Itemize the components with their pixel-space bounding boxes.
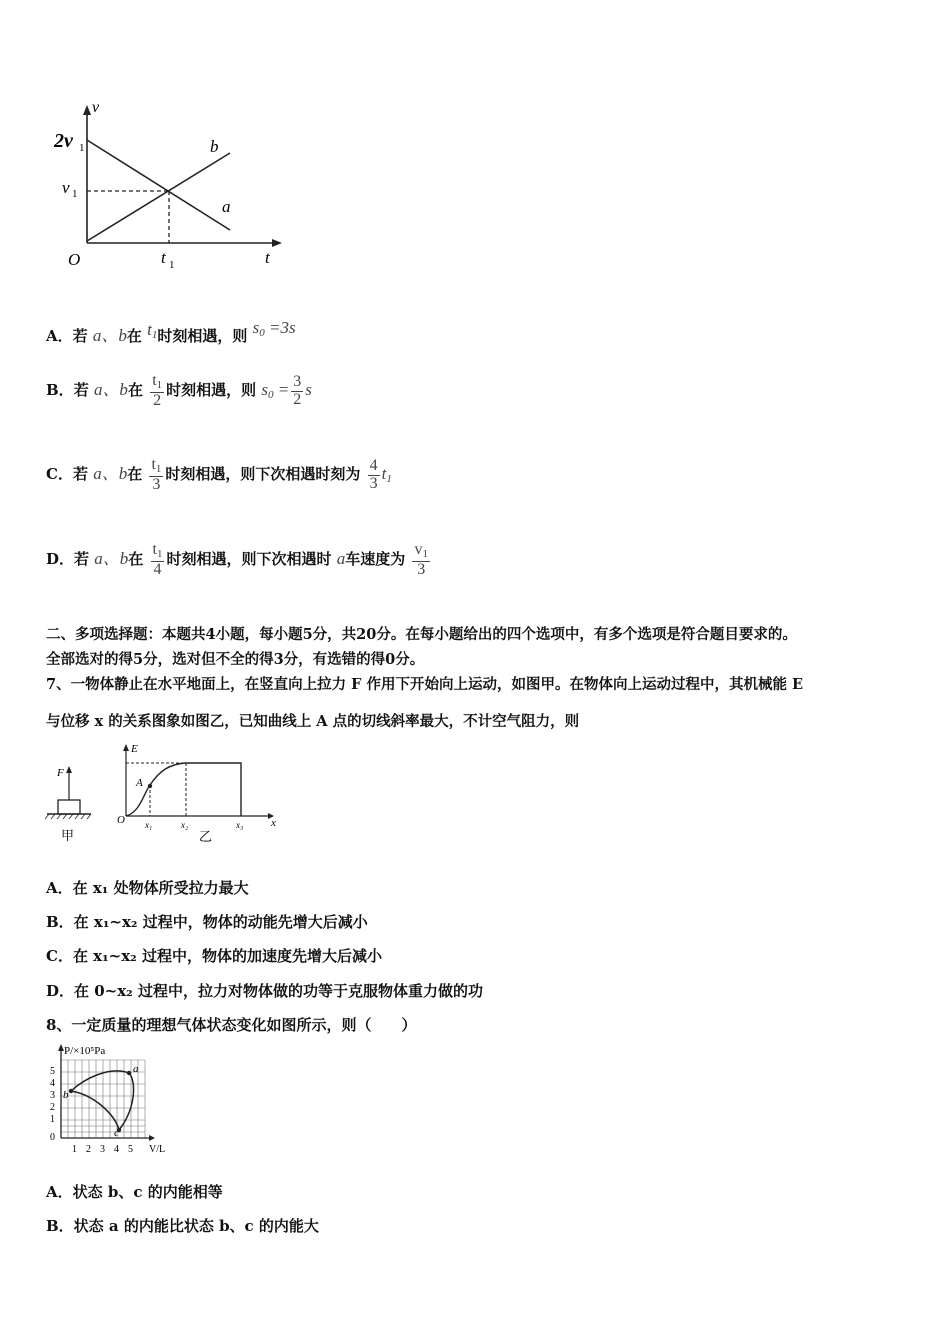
svg-text:乙: 乙	[199, 829, 213, 844]
energy-curve	[126, 763, 241, 816]
option-6b: B．若 a、b在 $\frac{t_1}{2}$ 时刻相遇，则 $s_0$ = $\frac{3}{2}$ s	[46, 372, 312, 409]
section2-line2: 全部选对的得5分，选对但不全的得3分，有选错的得0分。	[46, 651, 425, 668]
q7-option-a: A．在 x₁ 处物体所受拉力最大	[46, 879, 249, 897]
q8-pv-figure	[45, 1040, 175, 1160]
svg-text:5: 5	[50, 1066, 55, 1077]
q7-stem-line1: 7、一物体静止在水平地面上，在竖直向上拉力 F 作用下开始向上运动，如图甲。在物体向上运动过程中，其机械能 E	[46, 676, 804, 693]
svg-text:5: 5	[128, 1144, 133, 1155]
origin-label: O	[68, 250, 81, 269]
svg-text:1: 1	[169, 259, 175, 271]
q7-option-c: C．在 x₁~x₂ 过程中，物体的加速度先增大后减小	[46, 947, 382, 965]
v-axis-label: v	[92, 99, 100, 116]
svg-text:2: 2	[50, 1102, 55, 1113]
svg-text:V/L: V/L	[149, 1144, 166, 1155]
q7-option-d: D．在 0~x₂ 过程中，拉力对物体做的功等于克服物体重力做的功	[46, 982, 483, 1000]
svg-text:甲: 甲	[61, 828, 75, 843]
svg-text:A: A	[136, 777, 143, 789]
label-t1: t	[161, 248, 166, 267]
svg-text:0: 0	[50, 1132, 55, 1143]
svg-text:x₃: x₃	[236, 820, 244, 830]
svg-text:E: E	[131, 743, 138, 755]
svg-text:x₂: x₂	[181, 820, 189, 830]
svg-text:2: 2	[86, 1144, 91, 1155]
svg-text:3: 3	[50, 1090, 55, 1101]
svg-text:3: 3	[100, 1144, 105, 1155]
svg-text:P/×10⁵Pa: P/×10⁵Pa	[64, 1045, 106, 1057]
svg-text:1: 1	[50, 1114, 55, 1125]
line-a	[87, 140, 230, 230]
svg-text:x: x	[271, 817, 276, 829]
option-6c: C．若 a、b在 $\frac{t_1}{3}$ 时刻相遇，则下次相遇时刻为 $\frac{4}{3}$ $t_1$	[46, 456, 392, 493]
svg-text:a: a	[133, 1063, 139, 1075]
svg-text:1: 1	[79, 142, 85, 154]
svg-text:1: 1	[72, 1144, 77, 1155]
t-axis-label: t	[265, 248, 270, 267]
q8-option-a: A．状态 b、c 的内能相等	[46, 1183, 223, 1201]
svg-text:x₁: x₁	[145, 820, 153, 830]
q7-figure	[45, 740, 285, 850]
label-b: b	[210, 137, 219, 156]
line-b	[87, 153, 230, 241]
q7-option-b: B．在 x₁~x₂ 过程中，物体的动能先增大后减小	[46, 913, 368, 931]
q7-stem-line2: 与位移 x 的关系图象如图乙，已知曲线上 A 点的切线斜率最大，不计空气阻力，则	[46, 713, 580, 730]
option-6d: D．若 a、b在 $\frac{t_1}{4}$ 时刻相遇，则下次相遇时 a车速度为 $\frac{v_1}{3}$	[46, 541, 428, 578]
svg-text:4: 4	[114, 1144, 119, 1155]
q8-option-b: B．状态 a 的内能比状态 b、c 的内能大	[46, 1217, 319, 1235]
svg-text:F: F	[57, 767, 64, 779]
svg-text:b: b	[63, 1089, 69, 1101]
svg-text:c: c	[114, 1127, 119, 1139]
svg-text:O: O	[117, 814, 125, 826]
section2-line1: 二、多项选择题：本题共4小题，每小题5分，共20分。在每小题给出的四个选项中，有多个选项是符合题目要求的。	[46, 626, 797, 643]
svg-text:4: 4	[50, 1078, 55, 1089]
label-a: a	[222, 197, 231, 216]
q8-stem: 8、一定质量的理想气体状态变化如图所示，则（ ）	[46, 1016, 417, 1034]
block-icon	[58, 800, 80, 814]
label-2v1: 2v	[54, 130, 73, 152]
option-6a: A．若 a、b在 $t_1$时刻相遇，则 $s_0 =3s$	[46, 318, 296, 345]
vt-graph-figure	[50, 95, 290, 275]
svg-text:1: 1	[72, 188, 78, 200]
label-v1: v	[62, 178, 70, 197]
